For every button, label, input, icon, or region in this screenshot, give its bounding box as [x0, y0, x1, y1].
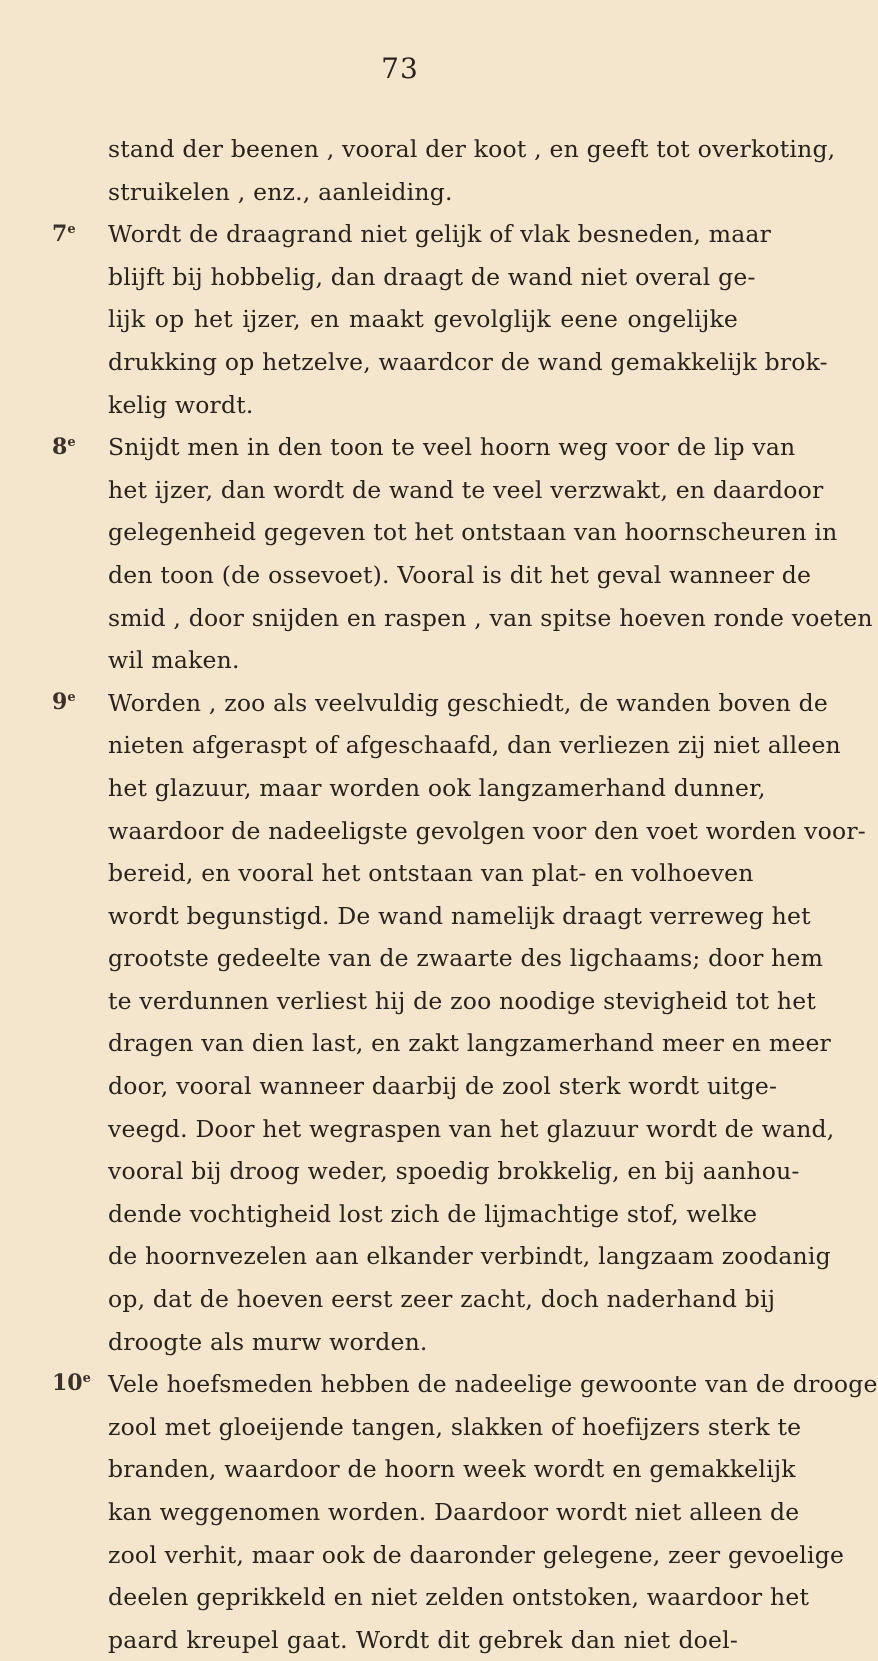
page-number: 73: [381, 52, 419, 85]
text-line: het ijzer, dan wordt de wand te veel verzwakt, en daardoor: [108, 475, 824, 504]
margin-number-suffix: e: [67, 435, 76, 450]
text-line: stand der beenen , vooral der koot , en geeft tot overkoting,: [108, 135, 836, 163]
text-line: nieten afgeraspt of afgeschaafd, dan verliezen zij niet alleen: [108, 731, 841, 760]
margin-number-suffix: e: [67, 690, 76, 705]
text-line: veegd. Door het wegraspen van het glazuur wordt de wand,: [108, 1114, 835, 1143]
body-text: [108, 128, 878, 1661]
text-line: de hoornvezelen aan elkander verbindt, langzaam zoodanig: [108, 1242, 831, 1271]
text-line: bereid, en vooral het ontstaan van plat- en volhoeven: [108, 859, 754, 888]
text-line: Wordt de draagrand niet gelijk of vlak besneden, maar: [108, 220, 772, 249]
text-line: drukking op hetzelve, waardcor de wand gemakkelijk brok-: [108, 347, 828, 376]
text-line: grootste gedeelte van de zwaarte des ligchaams; door hem: [108, 944, 824, 973]
text-line: Vele hoefsmeden hebben de nadeelige gewoonte van de drooge: [108, 1370, 878, 1399]
margin-number-value: 9: [52, 689, 68, 715]
margin-number-8: [52, 426, 76, 469]
text-line: deelen geprikkeld en niet zelden ontstoken, waardoor het: [108, 1583, 810, 1612]
text-line: zool met gloeijende tangen, slakken of hoefijzers sterk te: [108, 1412, 802, 1441]
text-line: paard kreupel gaat. Wordt dit gebrek dan niet doel-: [108, 1625, 738, 1654]
margin-number-suffix: e: [82, 1371, 91, 1386]
text-line: droogte als murw worden.: [108, 1327, 428, 1356]
margin-number-value: 10: [52, 1370, 83, 1396]
text-line: dragen van dien last, en zakt langzamerhand meer en meer: [108, 1029, 831, 1058]
text-line: wordt begunstigd. De wand namelijk draagt verreweg het: [108, 901, 811, 930]
text-line: het glazuur, maar worden ook langzamerhand dunner,: [108, 773, 766, 802]
text-line: kan weggenomen worden. Daardoor wordt niet alleen de: [108, 1498, 800, 1526]
text-line: struikelen , enz., aanleiding.: [108, 177, 453, 206]
text-line: Worden , zoo als veelvuldig geschiedt, de wanden boven de: [108, 688, 828, 717]
text-line: vooral bij droog weder, spoedig brokkelig, en bij aanhou-: [108, 1157, 800, 1186]
text-line: Snijdt men in den toon te veel hoorn weg voor de lip van: [108, 433, 796, 462]
text-line: kelig wordt.: [108, 390, 254, 419]
margin-number-value: 7: [52, 221, 68, 247]
text-line: den toon (de ossevoet). Vooral is dit het geval wanneer de: [108, 560, 812, 589]
text-line: gelegenheid gegeven tot het ontstaan van hoornscheuren in: [108, 518, 838, 547]
margin-number-9: [52, 681, 76, 724]
text-line: waardoor de nadeeligste gevolgen voor den voet worden voor-: [108, 816, 866, 845]
margin-number-7: [52, 213, 76, 256]
margin-number-value: 8: [52, 434, 68, 460]
text-line: zool verhit, maar ook de daaronder gelegene, zeer gevoelige: [108, 1540, 845, 1569]
text-line: dende vochtigheid lost zich de lijmachtige stof, welke: [108, 1199, 758, 1228]
text-line: door, vooral wanneer daarbij de zool sterk wordt uitge-: [108, 1072, 778, 1101]
text-line: branden, waardoor de hoorn week wordt en gemakkelijk: [108, 1455, 796, 1484]
text-line: te verdunnen verliest hij de zoo noodige stevigheid tot het: [108, 986, 817, 1015]
text-line: smid , door snijden en raspen , van spitse hoeven ronde voeten: [108, 603, 873, 632]
margin-number-10: [52, 1362, 91, 1405]
text-line: op, dat de hoeven eerst zeer zacht, doch naderhand bij: [108, 1285, 776, 1314]
text-line: lijk op het ijzer, en maakt gevolglijk eene ongelijke: [108, 305, 738, 334]
text-line: blijft bij hobbelig, dan draagt de wand niet overal ge-: [108, 262, 756, 291]
margin-number-suffix: e: [67, 222, 76, 237]
text-line: wil maken.: [108, 646, 240, 675]
